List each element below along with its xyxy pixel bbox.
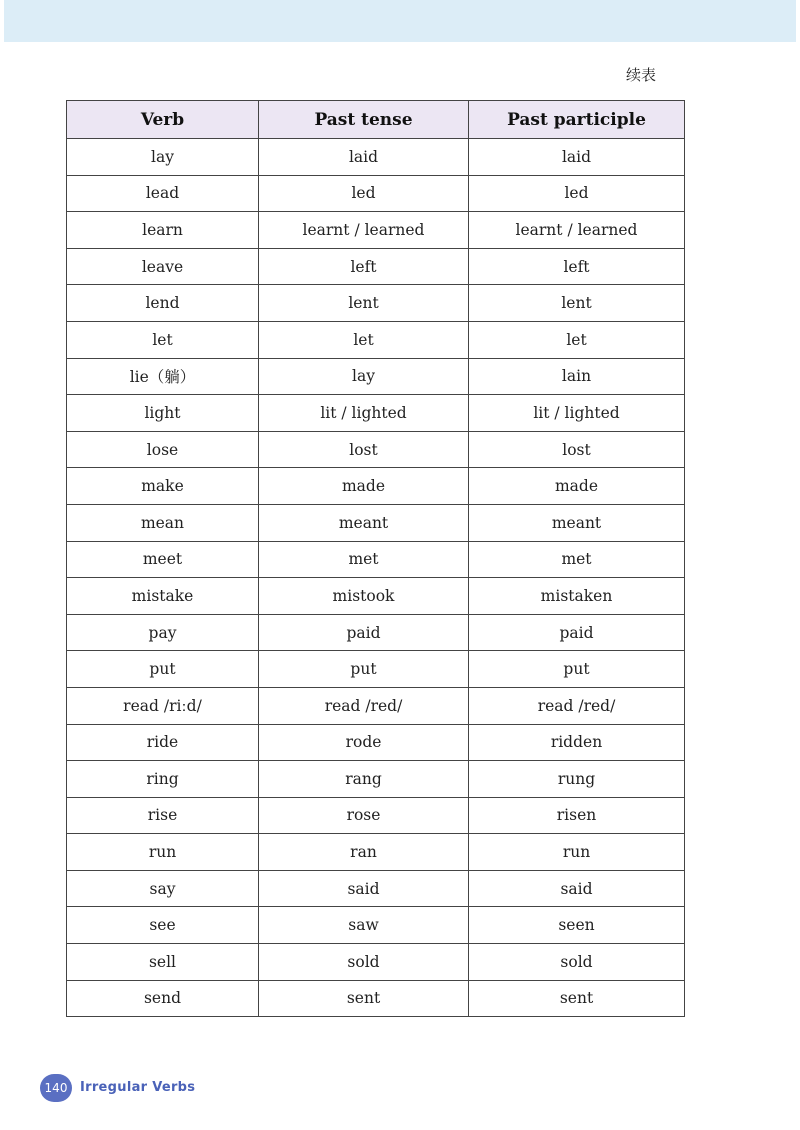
- table-row: [67, 212, 685, 249]
- table-row: [67, 797, 685, 834]
- verb-cell: run: [67, 834, 259, 871]
- past-tense-cell: made: [259, 468, 469, 505]
- past-tense-cell: laid: [259, 139, 469, 176]
- past-tense-cell: put: [259, 651, 469, 688]
- past-tense-cell: sent: [259, 980, 469, 1017]
- past-tense-cell: ran: [259, 834, 469, 871]
- past-participle-cell: lost: [469, 431, 685, 468]
- verb-cell: put: [67, 651, 259, 688]
- table-row: [67, 687, 685, 724]
- past-tense-cell: lit / lighted: [259, 395, 469, 432]
- past-participle-cell: ridden: [469, 724, 685, 761]
- verb-cell: light: [67, 395, 259, 432]
- past-participle-cell: said: [469, 870, 685, 907]
- verb-cell: lead: [67, 175, 259, 212]
- verb-cell: send: [67, 980, 259, 1017]
- footer-title: Irregular Verbs: [80, 1080, 196, 1095]
- past-tense-cell: saw: [259, 907, 469, 944]
- table-row: [67, 541, 685, 578]
- verb-cell: mean: [67, 504, 259, 541]
- table-row: [67, 431, 685, 468]
- past-tense-cell: rose: [259, 797, 469, 834]
- verb-cell: ring: [67, 761, 259, 798]
- past-tense-cell: lay: [259, 358, 469, 395]
- verb-cell: read /riːd/: [67, 687, 259, 724]
- table-row: [67, 907, 685, 944]
- past-participle-cell: mistaken: [469, 578, 685, 615]
- table-row: [67, 248, 685, 285]
- past-participle-cell: lent: [469, 285, 685, 322]
- past-participle-cell: meant: [469, 504, 685, 541]
- past-tense-cell: left: [259, 248, 469, 285]
- header-verb: Verb: [67, 101, 259, 139]
- verb-cell: rise: [67, 797, 259, 834]
- table-row: [67, 395, 685, 432]
- verb-cell: lay: [67, 139, 259, 176]
- past-tense-cell: rang: [259, 761, 469, 798]
- table-row: [67, 468, 685, 505]
- past-participle-cell: paid: [469, 614, 685, 651]
- past-participle-cell: seen: [469, 907, 685, 944]
- verb-cell: lose: [67, 431, 259, 468]
- past-participle-cell: put: [469, 651, 685, 688]
- past-participle-cell: sent: [469, 980, 685, 1017]
- past-participle-cell: left: [469, 248, 685, 285]
- past-tense-cell: mistook: [259, 578, 469, 615]
- past-tense-cell: rode: [259, 724, 469, 761]
- table-row: [67, 614, 685, 651]
- past-tense-cell: lost: [259, 431, 469, 468]
- past-tense-cell: led: [259, 175, 469, 212]
- past-participle-cell: learnt / learned: [469, 212, 685, 249]
- verb-cell: lie（躺）: [67, 358, 259, 395]
- table-row: [67, 651, 685, 688]
- past-participle-cell: lain: [469, 358, 685, 395]
- past-participle-cell: read /red/: [469, 687, 685, 724]
- top-color-band: [4, 0, 796, 42]
- verb-cell: make: [67, 468, 259, 505]
- verb-cell: ride: [67, 724, 259, 761]
- verb-cell: leave: [67, 248, 259, 285]
- past-participle-cell: rung: [469, 761, 685, 798]
- table-row: [67, 944, 685, 981]
- past-tense-cell: lent: [259, 285, 469, 322]
- past-participle-cell: met: [469, 541, 685, 578]
- header-past-tense: Past tense: [259, 101, 469, 139]
- past-tense-cell: meant: [259, 504, 469, 541]
- table-row: [67, 139, 685, 176]
- past-participle-cell: let: [469, 321, 685, 358]
- past-tense-cell: read /red/: [259, 687, 469, 724]
- table-row: [67, 761, 685, 798]
- table-row: [67, 285, 685, 322]
- past-tense-cell: said: [259, 870, 469, 907]
- verb-cell: lend: [67, 285, 259, 322]
- verb-cell: learn: [67, 212, 259, 249]
- past-tense-cell: met: [259, 541, 469, 578]
- past-participle-cell: laid: [469, 139, 685, 176]
- past-tense-cell: learnt / learned: [259, 212, 469, 249]
- verb-cell: see: [67, 907, 259, 944]
- past-participle-cell: led: [469, 175, 685, 212]
- verb-cell: mistake: [67, 578, 259, 615]
- continued-label: 续表: [625, 66, 656, 84]
- table-row: [67, 834, 685, 871]
- page-number-badge: 140: [40, 1074, 72, 1102]
- verb-cell: meet: [67, 541, 259, 578]
- past-tense-cell: sold: [259, 944, 469, 981]
- table-row: [67, 578, 685, 615]
- table-header-row: [67, 101, 685, 139]
- table-row: [67, 504, 685, 541]
- past-participle-cell: sold: [469, 944, 685, 981]
- header-past-participle: Past participle: [469, 101, 685, 139]
- past-participle-cell: made: [469, 468, 685, 505]
- table-row: [67, 175, 685, 212]
- table-row: [67, 724, 685, 761]
- table-row: [67, 870, 685, 907]
- past-participle-cell: lit / lighted: [469, 395, 685, 432]
- past-tense-cell: paid: [259, 614, 469, 651]
- table-row: [67, 321, 685, 358]
- verb-cell: pay: [67, 614, 259, 651]
- table-row: [67, 980, 685, 1017]
- past-tense-cell: let: [259, 321, 469, 358]
- verb-cell: say: [67, 870, 259, 907]
- table-row: [67, 358, 685, 395]
- irregular-verbs-table: [66, 100, 685, 1017]
- past-participle-cell: run: [469, 834, 685, 871]
- past-participle-cell: risen: [469, 797, 685, 834]
- verb-cell: let: [67, 321, 259, 358]
- verb-cell: sell: [67, 944, 259, 981]
